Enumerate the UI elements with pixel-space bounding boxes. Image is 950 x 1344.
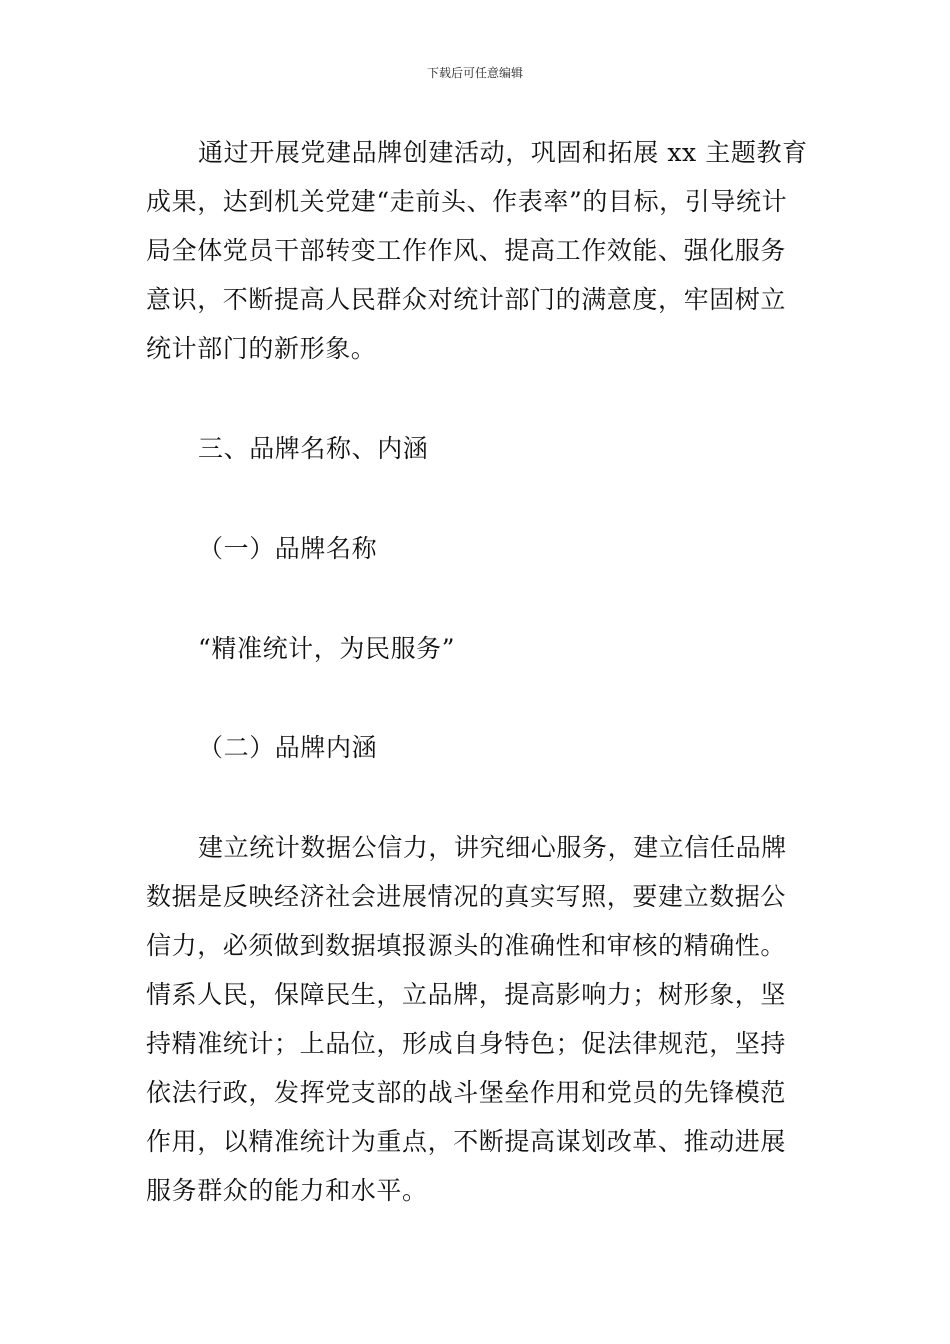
section-heading-brand: 三、品牌名称、内涵 [198,434,429,463]
page-header-note: 下载后可任意编辑 [426,66,523,80]
sub-heading-brand-connotation: （二）品牌内涵 [198,733,378,762]
sub-heading-brand-name: （一）品牌名称 [198,534,378,563]
body-paragraph-goal: 通过开展党建品牌创建活动，巩固和拓展 xx 主题教育成果，达到机关党建“走前头、作表率”的目标，引导统计局全体党员干部转变工作作风、提高工作效能、强化服务意识，不断提高人民群众对统计部门的满意度，牢固树立统计部门的新形象。 [146,138,808,363]
body-paragraph-connotation: 建立统计数据公信力，讲究细心服务，建立信任品牌数据是反映经济社会进展情况的真实写照，要建立数据公信力，必须做到数据填报源头的准确性和审核的精确性。情系人民，保障民生，立品牌，提高影响力；树形象，坚持精准统计；上品位，形成自身特色；促法律规范，坚持依法行政，发挥党支部的战斗堡垒作用和党员的先锋模范作用，以精准统计为重点，不断提高谋划改革、推动进展服务群众的能力和水平。 [146,833,787,1205]
brand-slogan: “精准统计，为民服务” [198,634,456,663]
